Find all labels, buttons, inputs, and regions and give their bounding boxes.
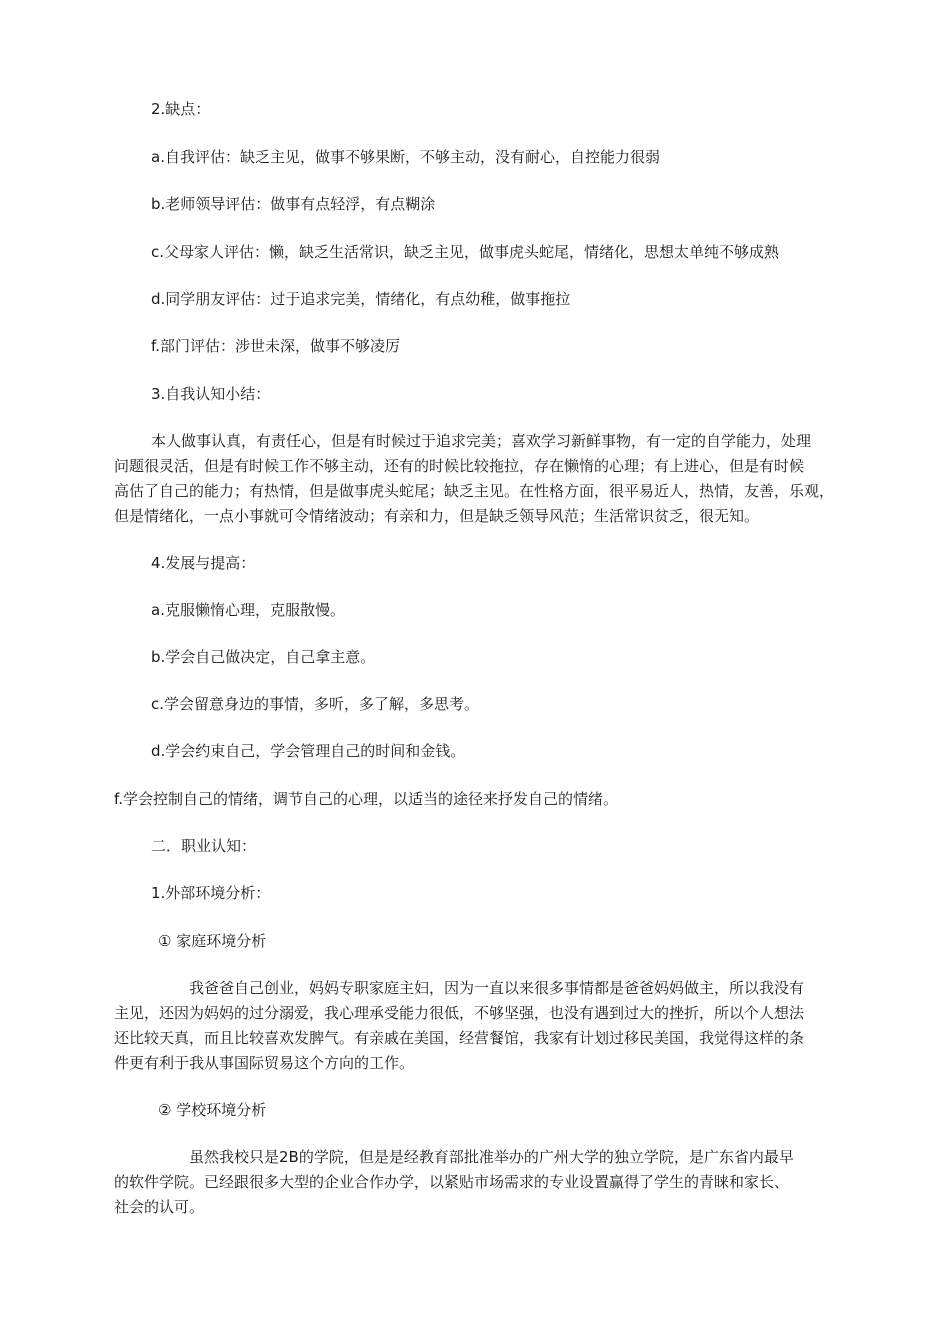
- improve-item-f: f.学会控制自己的情绪，调节自己的心理，以适当的途径来抒发自己的情绪。: [114, 790, 618, 808]
- improve-item-a: a.克服懒惰心理，克服散慢。: [151, 601, 345, 619]
- weakness-item-f: f.部门评估：涉世未深，做事不够凌厉: [151, 337, 400, 355]
- improve-item-d: d.学会约束自己，学会管理自己的时间和金钱。: [151, 742, 466, 760]
- weakness-item-a: a.自我评估：缺乏主见，做事不够果断，不够主动，没有耐心，自控能力很弱: [151, 148, 660, 166]
- school-heading: ② 学校环境分析: [158, 1101, 267, 1119]
- family-heading: ① 家庭环境分析: [158, 932, 267, 950]
- school-line: 社会的认可。: [114, 1198, 205, 1216]
- weakness-item-d: d.同学朋友评估：过于追求完美，情绪化，有点幼稚，做事拖拉: [151, 290, 571, 308]
- school-line: 虽然我校只是2B的学院，但是是经教育部批准举办的广州大学的独立学院，是广东省内最早: [189, 1148, 794, 1166]
- external-heading: 1.外部环境分析：: [151, 884, 271, 902]
- school-line: 的软件学院。已经跟很多大型的企业合作办学，以紧贴市场需求的专业设置赢得了学生的青睐和家长、: [114, 1173, 790, 1191]
- school-paragraph: [114, 1145, 860, 1220]
- summary-line: 本人做事认真，有责任心，但是有时候过于追求完美；喜欢学习新鲜事物，有一定的自学能力，处理: [151, 432, 812, 450]
- summary-line: 问题很灵活，但是有时候工作不够主动，还有的时候比较拖拉，存在懒惰的心理；有上进心，但是有时候: [114, 457, 805, 475]
- family-paragraph: [114, 976, 860, 1076]
- weakness-item-b: b.老师领导评估：做事有点轻浮，有点糊涂: [151, 195, 436, 213]
- weakness-item-c: c.父母家人评估：懒，缺乏生活常识，缺乏主见，做事虎头蛇尾，情绪化，思想太单纯不够成熟: [151, 243, 780, 261]
- summary-paragraph: [114, 429, 860, 529]
- improve-heading: 4.发展与提高：: [151, 554, 256, 572]
- summary-line: 但是情绪化，一点小事就可令情绪波动；有亲和力，但是缺乏领导风范；生活常识贫乏，很无知。: [114, 507, 760, 525]
- family-line: 我爸爸自己创业，妈妈专职家庭主妇，因为一直以来很多事情都是爸爸妈妈做主，所以我没有: [189, 979, 805, 997]
- family-line: 还比较天真，而且比较喜欢发脾气。有亲戚在美国，经营餐馆，我家有计划过移民美国，我觉得这样的条: [114, 1029, 805, 1047]
- family-line: 主见，还因为妈妈的过分溺爱，我心理承受能力很低，不够坚强，也没有遇到过大的挫折，所以个人想法: [114, 1004, 805, 1022]
- career-heading: 二．职业认知：: [151, 837, 257, 855]
- summary-line: 高估了自己的能力；有热情，但是做事虎头蛇尾；缺乏主见。在性格方面，很平易近人，热情，友善，乐观，: [114, 482, 835, 500]
- improve-item-c: c.学会留意身边的事情，多听，多了解，多思考。: [151, 695, 480, 713]
- family-line: 件更有利于我从事国际贸易这个方向的工作。: [114, 1054, 415, 1072]
- weakness-heading: 2.缺点：: [151, 100, 211, 118]
- summary-heading: 3.自我认知小结：: [151, 385, 271, 403]
- improve-item-b: b.学会自己做决定，自己拿主意。: [151, 648, 376, 666]
